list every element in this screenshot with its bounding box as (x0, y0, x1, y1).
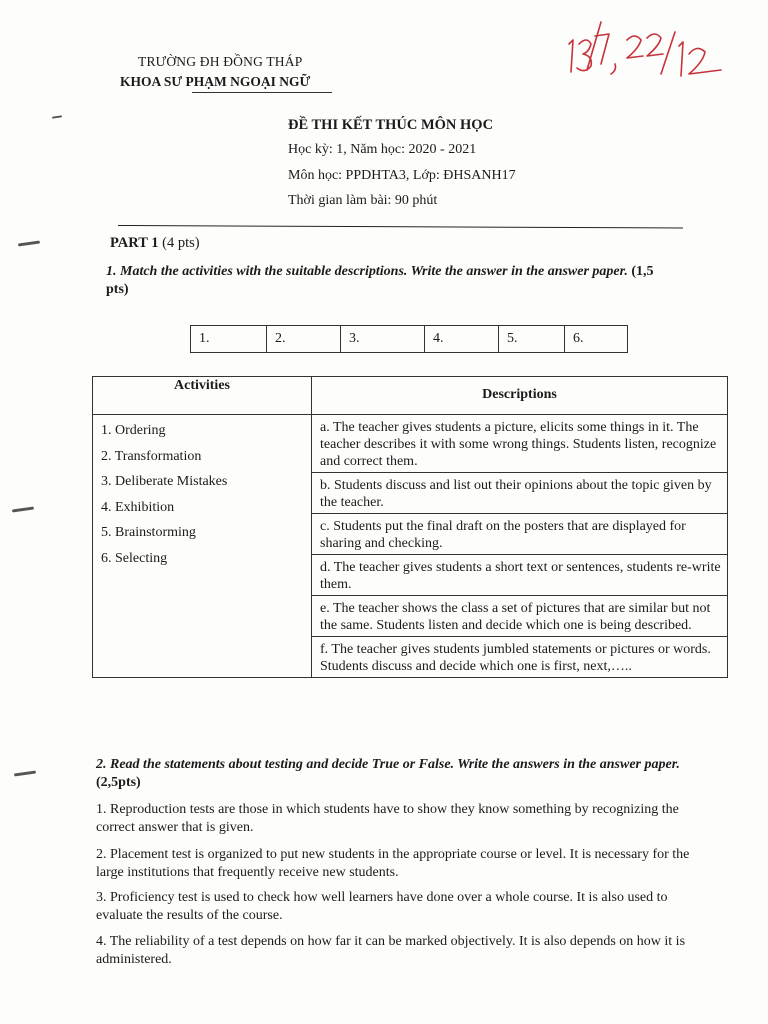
description-b: b. Students discuss and list out their opinions about the topic given by the teacher. (312, 473, 728, 514)
statement-3: 3. Proficiency test is used to check how well learners have done over a whole course. It is also used to evaluate the results of the course. (96, 890, 668, 923)
faculty-underline (192, 92, 332, 93)
col-activities-header: Activities (93, 377, 312, 415)
exam-subject: Môn học: PPDHTA3, Lớp: ĐHSANH17 (288, 168, 516, 183)
scan-mark (18, 240, 40, 246)
activity-item: 5. Brainstorming (101, 525, 196, 541)
q2-points: (2,5pts) (96, 775, 141, 790)
activities-cell (93, 415, 312, 678)
header-divider (118, 225, 683, 228)
activity-item: 2. Transformation (101, 448, 202, 464)
activity-item: 6. Selecting (101, 550, 168, 566)
part1-points: (4 pts) (162, 235, 200, 251)
exam-semester: Học kỳ: 1, Năm học: 2020 - 2021 (288, 142, 477, 157)
description-f: f. The teacher gives students jumbled statements or pictures or words. Students discuss and decide which one is first, next,….. (312, 637, 728, 678)
part1-heading (110, 235, 200, 252)
q1-points: (1,5 pts) (106, 264, 654, 297)
faculty-name: KHOA SƯ PHẠM NGOẠI NGỮ (120, 74, 311, 89)
answer-slot: 4. (425, 326, 499, 352)
description-e: e. The teacher shows the class a set of pictures that are similar but not the same. Students listen and decide which one is being described. (312, 596, 728, 637)
answer-slots (190, 325, 628, 353)
statement-1: 1. Reproduction tests are those in which students have to show they know something by recognizing the correct answer that is given. (96, 802, 679, 835)
statement-4: 4. The reliability of a test depends on how far it can be marked objectively. It is also depends on how it is administered. (96, 934, 686, 967)
part1-label: PART 1 (110, 235, 159, 251)
answer-slot: 1. (191, 326, 267, 352)
answer-slot: 5. (499, 326, 565, 352)
scan-mark (14, 770, 36, 776)
activity-item: 1. Ordering (101, 423, 166, 438)
activity-item: 4. Exhibition (101, 499, 175, 515)
scan-mark (12, 506, 34, 512)
scan-mark (52, 115, 62, 118)
q1-instruction-text: 1. Match the activities with the suitable descriptions. Write the answer in the answer paper. (106, 264, 628, 279)
description-c: c. Students put the final draft on the posters that are displayed for sharing and checking. (312, 514, 728, 555)
statement-2: 2. Placement test is organized to put new students in the appropriate course or level. It is necessary for the large institutions that frequently receive new students. (96, 847, 690, 880)
col-descriptions-header: Descriptions (312, 377, 728, 415)
q2-instruction (96, 756, 686, 792)
answer-slot: 3. (341, 326, 425, 352)
table-row (93, 415, 728, 473)
school-name: TRƯỜNG ĐH ĐỒNG THÁP (138, 54, 303, 69)
q2-instruction-text: 2. Read the statements about testing and decide True or False. Write the answers in the answer paper. (96, 757, 680, 772)
activity-item: 3. Deliberate Mistakes (101, 474, 228, 490)
answer-slot: 2. (267, 326, 341, 352)
matching-table (92, 376, 728, 678)
q1-instruction (106, 263, 676, 299)
exam-title: ĐỀ THI KẾT THÚC MÔN HỌC (288, 117, 494, 133)
exam-duration: Thời gian làm bài: 90 phút (288, 193, 438, 208)
description-a: a. The teacher gives students a picture, elicits some things in it. The teacher describes it with some wrong things. Students listen, recognize and correct them. (312, 415, 728, 473)
handwritten-date-note (555, 14, 730, 84)
table-header-row (93, 377, 728, 415)
answer-slot: 6. (573, 331, 584, 346)
description-d: d. The teacher gives students a short text or sentences, students re-write them. (312, 555, 728, 596)
